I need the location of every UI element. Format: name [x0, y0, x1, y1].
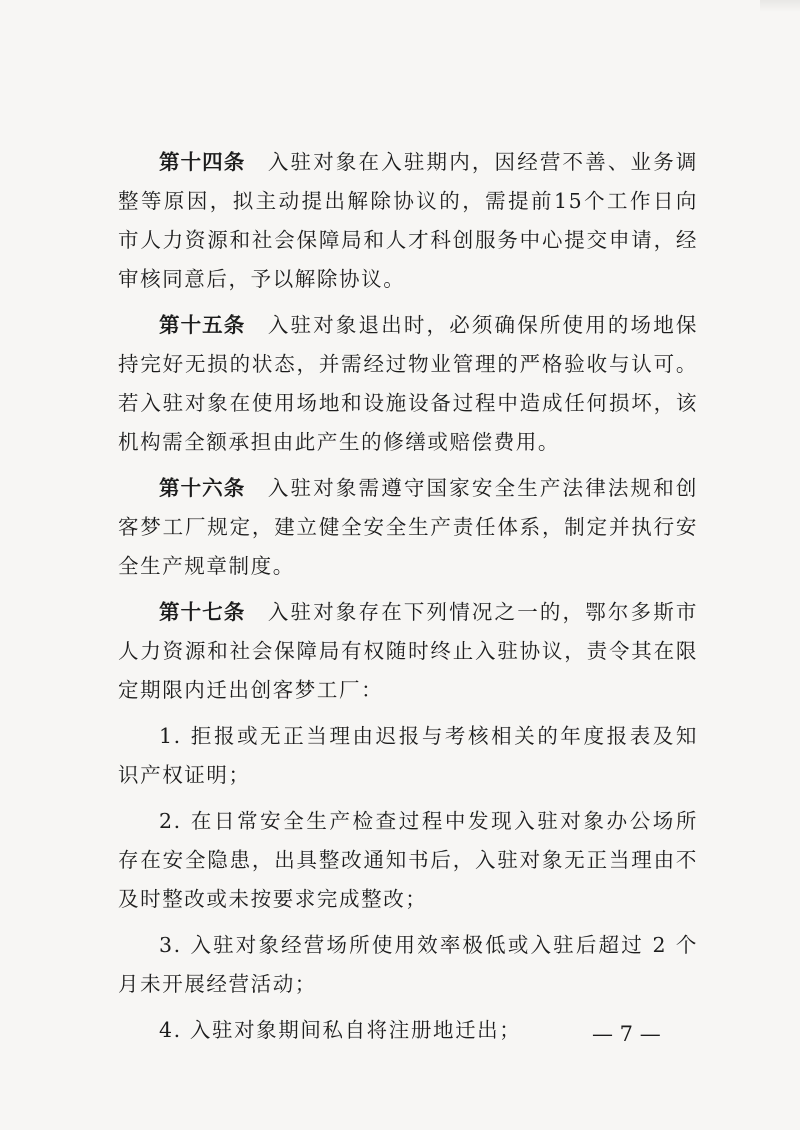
article-text: 入驻对象退出时，必须确保所使用的场地保持完好无损的状态，并需经过物业管理的严格验收与认可。若入驻对象在使用场地和设施设备过程中造成任何损坏，该机构需全额承担由此产生的修缮或赔偿费用。	[118, 313, 698, 454]
article-text: 入驻对象在入驻期内，因经营不善、业务调整等原因，拟主动提出解除协议的，需提前15个工作日向市人力资源和社会保障局和人才科创服务中心提交申请，经审核同意后，予以解除协议。	[118, 150, 698, 291]
list-item-2: 2. 在日常安全生产检查过程中发现入驻对象办公场所存在安全隐患，出具整改通知书后，入驻对象无正当理由不及时整改或未按要求完成整改；	[118, 809, 698, 911]
article-text: 入驻对象需遵守国家安全生产法律法规和创客梦工厂规定，建立健全安全生产责任体系，制定并执行安全生产规章制度。	[118, 476, 698, 578]
scan-shade	[760, 0, 800, 12]
article-heading: 第十五条	[159, 313, 246, 337]
list-item-4: 4. 入驻对象期间私自将注册地迁出；	[159, 1018, 522, 1042]
page-number: — 7 —	[592, 1022, 661, 1046]
article-14	[118, 143, 698, 299]
article-16	[118, 469, 698, 586]
article-heading: 第十六条	[159, 476, 246, 500]
article-15	[118, 306, 698, 462]
article-17	[118, 593, 698, 710]
document-body	[118, 143, 698, 1057]
list-item-3: 3. 入驻对象经营场所使用效率极低或入驻后超过 2 个月未开展经营活动；	[118, 933, 698, 996]
article-text: 入驻对象存在下列情况之一的，鄂尔多斯市人力资源和社会保障局有权随时终止入驻协议，责令其在限定期限内迁出创客梦工厂：	[118, 600, 698, 702]
article-heading: 第十七条	[159, 600, 246, 624]
list-item-1: 1. 拒报或无正当理由迟报与考核相关的年度报表及知识产权证明；	[118, 724, 698, 787]
article-heading: 第十四条	[159, 150, 246, 174]
